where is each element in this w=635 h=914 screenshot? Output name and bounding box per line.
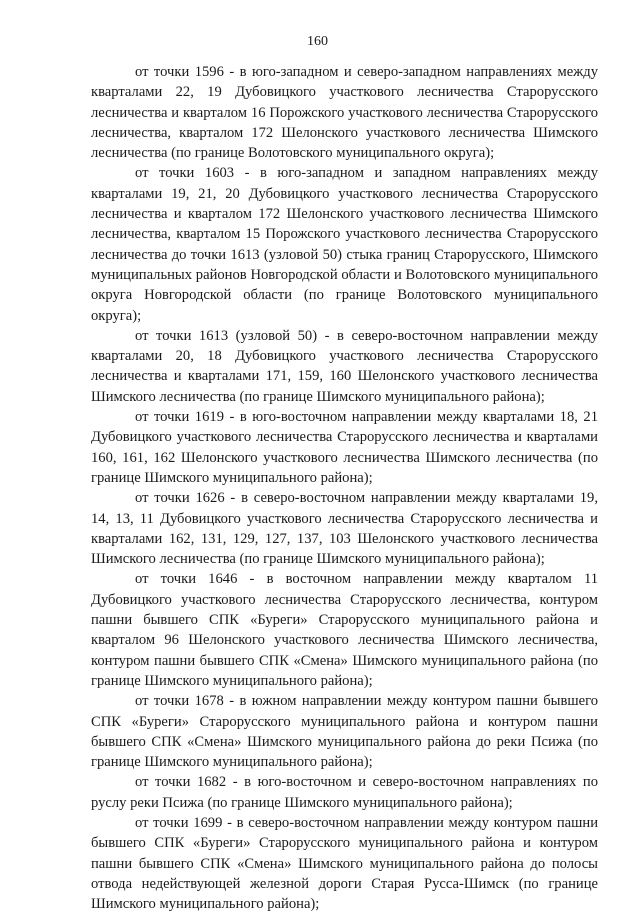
paragraph-point-1613: от точки 1613 (узловой 50) - в северо-восточном направлении между кварталами 20, 18 Дубовицкого участкового лесничества Старорусского лесничества и кварталами 171, 159, 160 Шелонского участкового лесничества Шимского лесничества (по границе Шимского муниципального района);	[91, 327, 598, 405]
paragraph-point-1678: от точки 1678 - в южном направлении между контуром пашни бывшего СПК «Буреги» Старорусского муниципального района и контуром пашни бывшего СПК «Смена» Шимского муниципального района до реки Псижа (по границе Шимского муниципального района);	[91, 693, 598, 771]
paragraph-point-1603: от точки 1603 - в юго-западном и западном направлениях между кварталами 19, 21, 20 Дубовицкого участкового лесничества Старорусского лесничества и кварталом 172 Шелонского участкового лесничества Шимского лесничества, кварталом 15 Порожского участкового лесничества Старорусского лесничества до точки 1613 (узловой 50) стыка границ Старорусского, Шимского муниципальных районов Новгородской области и Волотовского муниципального округа Новгородской области (по границе Волотовского муниципального округа);	[91, 165, 598, 324]
paragraph-point-1682: от точки 1682 - в юго-восточном и северо-восточном направлениях по руслу реки Псижа (по границе Шимского муниципального района);	[91, 774, 598, 811]
paragraph-point-1646: от точки 1646 - в восточном направлении между кварталом 11 Дубовицкого участкового лесничества Старорусского лесничества, контуром пашни бывшего СПК «Буреги» Старорусского муниципального района и кварталом 96 Шелонского участкового лесничества Шимского лесничества, контуром пашни бывшего СПК «Смена» Шимского муниципального района (по границе Шимского муниципального района);	[91, 571, 598, 689]
paragraph-point-1619: от точки 1619 - в юго-восточном направлении между кварталами 18, 21 Дубовицкого участкового лесничества Старорусского лесничества и кварталами 160, 161, 162 Шелонского участкового лесничества Шимского лесничества (по границе Шимского муниципального района);	[91, 409, 598, 486]
paragraph-point-1596: от точки 1596 - в юго-западном и северо-западном направлениях между кварталами 22, 19 Дубовицкого участкового лесничества Старорусского лесничества и кварталом 16 Порожского участкового лесничества Старорусского лесничества, кварталом 172 Шелонского участкового лесничества Шимского лесничества (по границе Волотовского муниципального округа);	[91, 64, 598, 162]
document-body	[91, 61, 598, 914]
paragraph-point-1626: от точки 1626 - в северо-восточном направлении между кварталами 19, 14, 13, 11 Дубовицкого участкового лесничества Старорусского лесничества и кварталами 162, 131, 129, 127, 137, 103 Шелонского участкового лесничества Шимского лесничества (по границе Шимского муниципального района);	[91, 490, 598, 568]
paragraph-point-1699: от точки 1699 - в северо-восточном направлении между контуром пашни бывшего СПК «Буреги» Старорусского муниципального района и контуром пашни бывшего СПК «Смена» Шимского муниципального района до полосы отвода недействующей железной дороги Старая Русса-Шимск (по границе Шимского муниципального района);	[91, 814, 598, 913]
page-number: 160	[307, 34, 328, 49]
